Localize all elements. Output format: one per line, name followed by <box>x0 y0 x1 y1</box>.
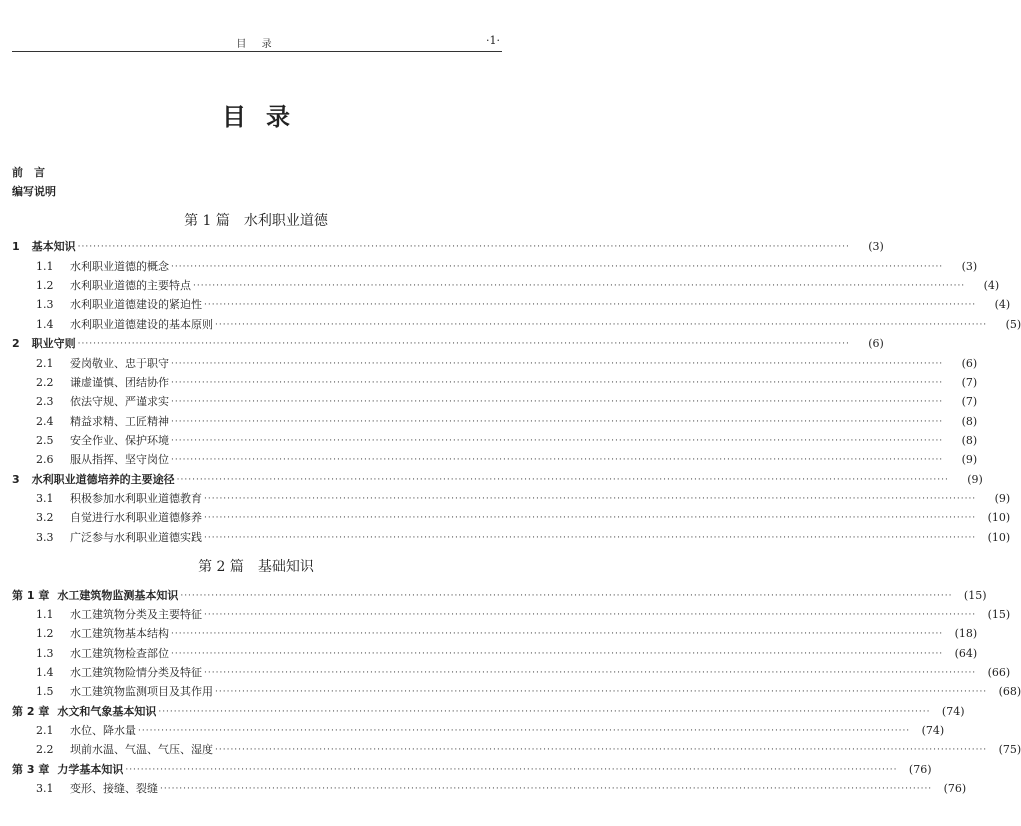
toc-section-entry <box>36 722 945 740</box>
toc-entry-number: 1.4 <box>36 666 54 679</box>
toc-leader-dots: ········································································································································································································ <box>138 726 911 736</box>
toc-entry-page: (8) <box>961 415 978 428</box>
toc-chapter-entry <box>12 238 884 256</box>
toc-entry-title: 水利职业道德建设的基本原则 <box>70 318 213 331</box>
toc-entry-title: 水文和气象基本知识 <box>57 705 157 718</box>
toc-leader-dots: ········································································································································································································ <box>215 745 988 755</box>
toc-section-entry <box>36 645 978 663</box>
toc-entry-title: 力学基本知识 <box>57 763 124 776</box>
header-rule <box>12 51 502 52</box>
toc-leader-dots: ········································································································································································································ <box>204 668 977 678</box>
toc-entry-title: 自觉进行水利职业道德修养 <box>70 511 202 524</box>
toc-entry-number: 3 <box>12 473 20 486</box>
toc-entry-number: 2.5 <box>36 434 54 447</box>
toc-entry-page: (64) <box>954 647 978 660</box>
part-heading-2: 第 2 篇 基础知识 <box>198 559 314 575</box>
toc-entry-title: 职业守则 <box>31 337 76 350</box>
part-heading-1: 第 1 篇 水利职业道德 <box>184 213 328 229</box>
front-matter-preface: 前 言 <box>12 166 45 179</box>
toc-entry-page: (10) <box>987 511 1011 524</box>
toc-leader-dots: ········································································································································································································ <box>171 417 944 427</box>
toc-chapter-entry <box>12 761 932 779</box>
toc-entry-number: 3.1 <box>36 782 54 795</box>
toc-entry-number: 1.1 <box>36 260 54 273</box>
toc-entry-page: (75) <box>998 743 1021 756</box>
toc-entry-page: (8) <box>961 434 978 447</box>
header-page-number: ·1· <box>486 34 500 47</box>
toc-leader-dots: ········································································································································································································ <box>171 378 944 388</box>
toc-entry-title: 爱岗敬业、忠于职守 <box>70 357 169 370</box>
toc-entry-page: (9) <box>994 492 1011 505</box>
toc-entry-page: (9) <box>967 473 983 486</box>
toc-entry-page: (76) <box>908 763 932 776</box>
toc-section-entry <box>36 258 978 276</box>
toc-entry-page: (15) <box>963 589 987 602</box>
toc-leader-dots: ········································································································································································································ <box>204 610 977 620</box>
toc-section-entry <box>36 683 1021 701</box>
toc-entry-page: (5) <box>1005 318 1021 331</box>
toc-entry-title: 安全作业、保护环境 <box>70 434 169 447</box>
running-header <box>12 33 502 51</box>
toc-entry-page: (4) <box>983 279 1000 292</box>
toc-entry-page: (18) <box>954 627 978 640</box>
toc-leader-dots: ········································································································································································································ <box>171 455 944 465</box>
front-matter-notes: 编写说明 <box>12 185 56 198</box>
toc-section-entry <box>36 432 978 450</box>
toc-leader-dots: ········································································································································································································ <box>204 300 977 310</box>
toc-section-entry <box>36 780 967 798</box>
toc-leader-dots: ········································································································································································································ <box>180 591 953 601</box>
toc-entry-page: (66) <box>987 666 1011 679</box>
toc-entry-number: 1.1 <box>36 608 54 621</box>
toc-section-entry <box>36 741 1021 759</box>
toc-leader-dots: ········································································································································································································ <box>125 765 898 775</box>
toc-section-entry <box>36 277 1000 295</box>
toc-entry-page: (4) <box>994 298 1011 311</box>
toc-entry-number: 2.4 <box>36 415 54 428</box>
toc-entry-number: 1 <box>12 240 20 253</box>
toc-entry-title: 基本知识 <box>31 240 76 253</box>
toc-section-entry <box>36 296 1011 314</box>
toc-entry-title: 依法守规、严谨求实 <box>70 395 169 408</box>
toc-entry-page: (10) <box>987 531 1011 544</box>
toc-entry-page: (3) <box>961 260 978 273</box>
toc-entry-title: 坝前水温、气温、气压、湿度 <box>70 743 213 756</box>
toc-entry-page: (7) <box>961 395 978 408</box>
toc-entry-number: 2.6 <box>36 453 54 466</box>
toc-section-entry <box>36 490 1011 508</box>
toc-entry-title: 水利职业道德培养的主要途径 <box>31 473 175 486</box>
toc-entry-number: 3.2 <box>36 511 54 524</box>
toc-entry-number: 1.3 <box>36 298 54 311</box>
toc-leader-dots: ········································································································································································································ <box>204 494 977 504</box>
toc-entry-title: 水工建筑物检查部位 <box>70 647 169 660</box>
toc-section-entry <box>36 355 978 373</box>
toc-leader-dots: ········································································································································································································ <box>77 339 850 349</box>
toc-entry-number: 2.3 <box>36 395 54 408</box>
toc-leader-dots: ········································································································································································································ <box>77 242 850 252</box>
toc-leader-dots: ········································································································································································································ <box>215 687 988 697</box>
toc-entry-page: (7) <box>961 376 978 389</box>
toc-entry-page: (6) <box>868 337 884 350</box>
toc-entry-number: 1.5 <box>36 685 54 698</box>
toc-entry-number: 2.1 <box>36 724 54 737</box>
toc-entry-number: 1.2 <box>36 627 54 640</box>
toc-leader-dots: ········································································································································································································ <box>204 513 977 523</box>
toc-entry-title: 水工建筑物监测基本知识 <box>57 589 179 602</box>
toc-section-entry <box>36 451 978 469</box>
toc-entry-number: 1.3 <box>36 647 54 660</box>
toc-section-entry <box>36 316 1021 334</box>
toc-entry-title: 精益求精、工匠精神 <box>70 415 169 428</box>
toc-section-entry <box>36 625 978 643</box>
page-title: 目录 <box>222 102 310 131</box>
toc-leader-dots: ········································································································································································································ <box>204 533 977 543</box>
toc-entry-page: (74) <box>921 724 945 737</box>
toc-section-entry <box>36 529 1011 547</box>
toc-entry-number: 2.2 <box>36 376 54 389</box>
toc-entry-number: 2.2 <box>36 743 54 756</box>
toc-section-entry <box>36 509 1011 527</box>
toc-entry-title: 谦虚谨慎、团结协作 <box>70 376 169 389</box>
toc-entry-page: (6) <box>961 357 978 370</box>
toc-leader-dots: ········································································································································································································ <box>158 707 931 717</box>
toc-entry-page: (9) <box>961 453 978 466</box>
toc-entry-number: 1.4 <box>36 318 54 331</box>
toc-entry-title: 积极参加水利职业道德教育 <box>70 492 202 505</box>
toc-leader-dots: ········································································································································································································ <box>215 320 988 330</box>
toc-leader-dots: ········································································································································································································ <box>176 475 949 485</box>
toc-leader-dots: ········································································································································································································ <box>171 397 944 407</box>
toc-entry-number: 第 3 章 <box>12 763 50 776</box>
toc-chapter-entry <box>12 703 965 721</box>
toc-entry-title: 水位、降水量 <box>70 724 136 737</box>
toc-entry-title: 广泛参与水利职业道德实践 <box>70 531 202 544</box>
toc-entry-number: 2 <box>12 337 20 350</box>
toc-section-entry <box>36 606 1011 624</box>
toc-section-entry <box>36 664 1011 682</box>
toc-entry-title: 水工建筑物基本结构 <box>70 627 169 640</box>
toc-leader-dots: ········································································································································································································ <box>171 359 944 369</box>
toc-entry-title: 水利职业道德的概念 <box>70 260 169 273</box>
toc-entry-page: (3) <box>868 240 884 253</box>
toc-entry-page: (68) <box>998 685 1021 698</box>
toc-leader-dots: ········································································································································································································ <box>171 629 944 639</box>
header-title: 目 录 <box>236 39 278 50</box>
toc-entry-title: 水工建筑物监测项目及其作用 <box>70 685 213 698</box>
toc-chapter-entry <box>12 471 983 489</box>
toc-entry-title: 水工建筑物险情分类及特征 <box>70 666 202 679</box>
toc-entry-number: 2.1 <box>36 357 54 370</box>
toc-entry-title: 变形、接缝、裂缝 <box>70 782 158 795</box>
toc-chapter-entry <box>12 335 884 353</box>
toc-entry-number: 第 2 章 <box>12 705 50 718</box>
toc-section-entry <box>36 413 978 431</box>
toc-entry-title: 水工建筑物分类及主要特征 <box>70 608 202 621</box>
toc-section-entry <box>36 393 978 411</box>
toc-entry-number: 第 1 章 <box>12 589 50 602</box>
toc-entry-title: 服从指挥、坚守岗位 <box>70 453 169 466</box>
toc-leader-dots: ········································································································································································································ <box>193 281 966 291</box>
toc-entry-number: 3.3 <box>36 531 54 544</box>
toc-chapter-entry <box>12 587 987 605</box>
toc-entry-number: 3.1 <box>36 492 54 505</box>
toc-entry-page: (74) <box>941 705 965 718</box>
toc-leader-dots: ········································································································································································································ <box>160 784 933 794</box>
toc-leader-dots: ········································································································································································································ <box>171 262 944 272</box>
toc-entry-page: (15) <box>987 608 1011 621</box>
toc-entry-title: 水利职业道德的主要特点 <box>70 279 191 292</box>
toc-section-entry <box>36 374 978 392</box>
toc-leader-dots: ········································································································································································································ <box>171 649 944 659</box>
toc-entry-number: 1.2 <box>36 279 54 292</box>
toc-entry-title: 水利职业道德建设的紧迫性 <box>70 298 202 311</box>
toc-leader-dots: ········································································································································································································ <box>171 436 944 446</box>
toc-entry-page: (76) <box>943 782 967 795</box>
